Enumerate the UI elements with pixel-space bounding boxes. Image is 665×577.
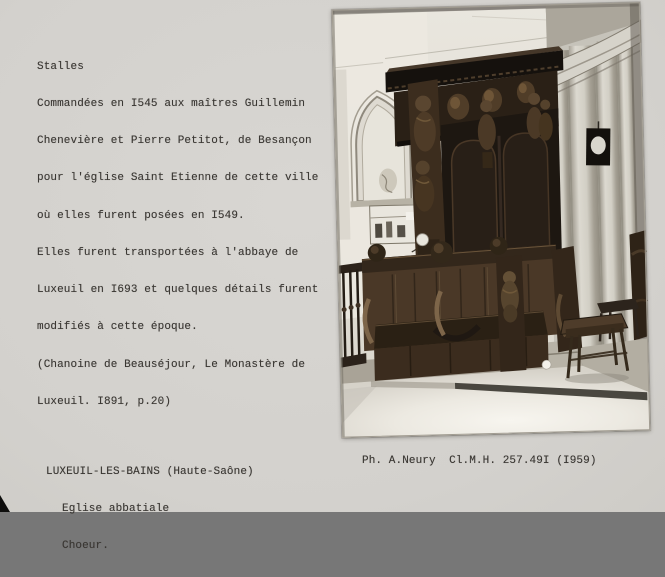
caption-line: pour l'église Saint Etienne de cette ville <box>37 172 318 184</box>
white-ball <box>542 360 551 369</box>
caption-title: Stalles <box>37 61 318 73</box>
caption-line: Commandées en I545 aux maîtres Guillemin <box>37 98 318 110</box>
credit-line: Ph. A.Neury Cl.M.H. 257.49I (I959) <box>362 455 597 467</box>
caption-line: où elles furent posées en I549. <box>37 210 318 222</box>
photograph <box>332 2 650 437</box>
location-line: Eglise abbatiale <box>62 503 254 515</box>
location-line: LUXEUIL-LES-BAINS (Haute-Saône) <box>46 466 254 478</box>
caption-line: Luxeuil. I891, p.20) <box>37 396 318 408</box>
photo-scene <box>332 2 650 437</box>
location-line: Choeur. <box>62 540 254 552</box>
corner-mark <box>0 495 10 512</box>
caption-block <box>37 36 318 433</box>
caption-line: Chenevière et Pierre Petitot, de Besançon <box>37 135 318 147</box>
putto-carving <box>496 255 527 390</box>
caption-line: (Chanoine de Beauséjour, Le Monastère de <box>37 359 318 371</box>
caption-line: Elles furent transportées à l'abbaye de <box>37 247 318 259</box>
caption-line: modifiés à cette époque. <box>37 321 318 333</box>
caption-line: Luxeuil en I693 et quelques détails furent <box>37 284 318 296</box>
location-block <box>46 441 254 577</box>
